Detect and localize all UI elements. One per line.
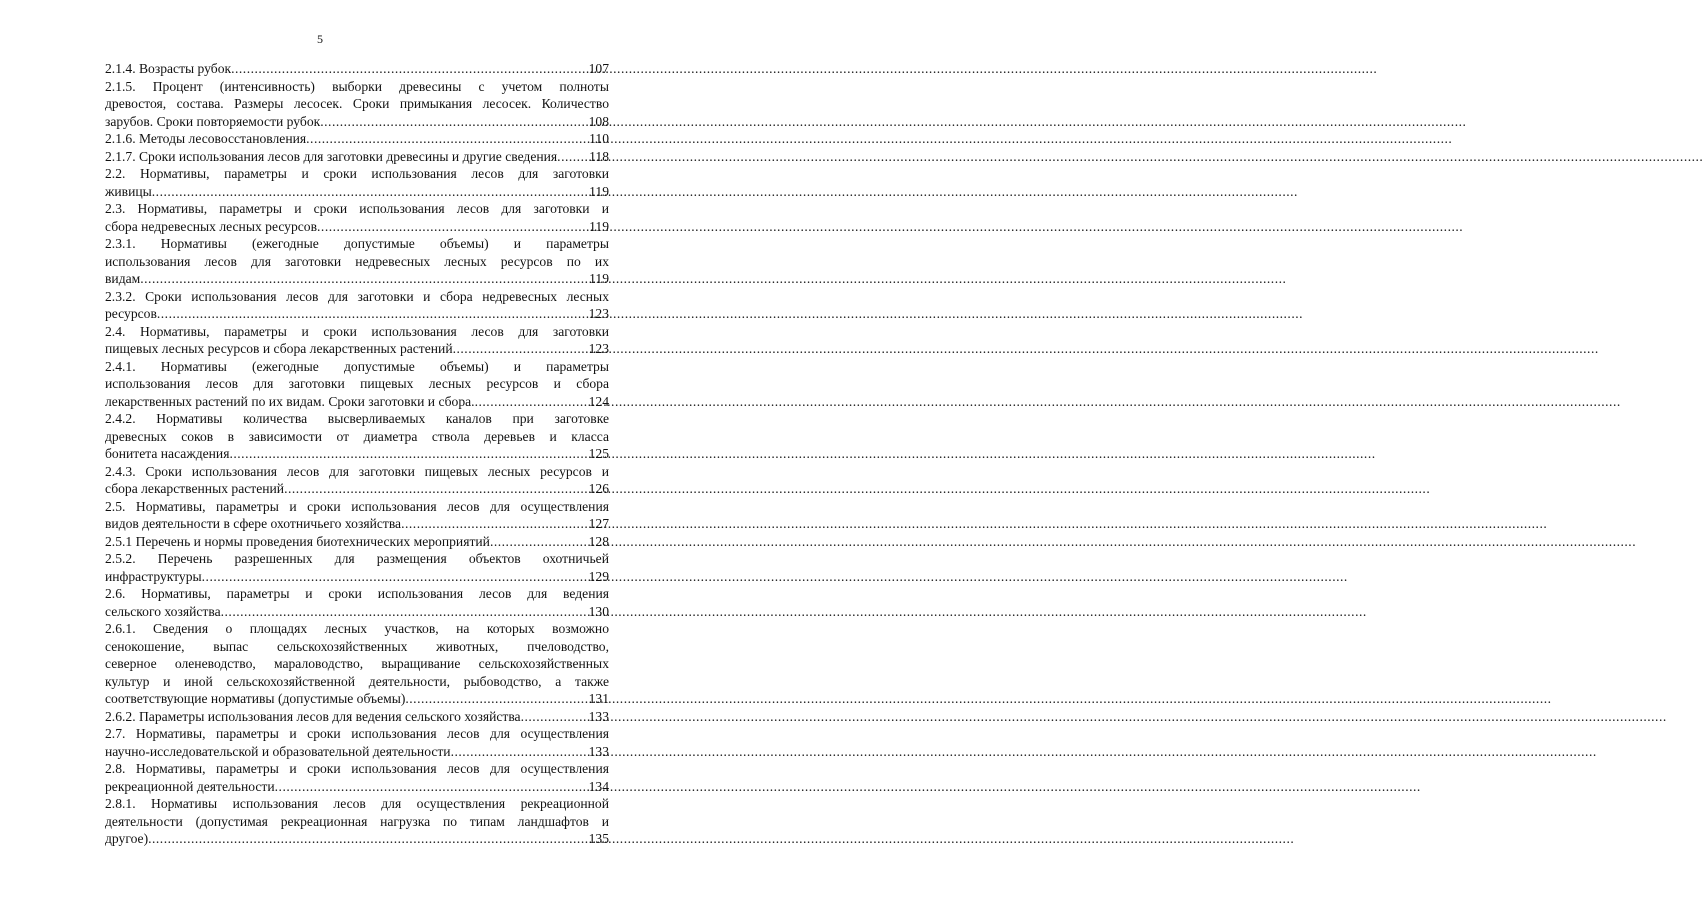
- dot-leader: [490, 533, 588, 551]
- toc-entry-text: 2.3.1. Нормативы (ежегодные допустимые объемы) и параметры: [105, 236, 609, 251]
- dot-leader: [475, 393, 588, 411]
- toc-entry-text: 2.8. Нормативы, параметры и сроки использования лесов для осуществления: [105, 761, 609, 776]
- toc-entry-text: живицы: [105, 183, 152, 199]
- toc-entry[interactable]: [105, 795, 609, 848]
- toc-entry-page: 108: [588, 113, 609, 129]
- toc-entry-text: деятельности (допустимая рекреационная нагрузка по типам ландшафтов и: [105, 813, 609, 829]
- dot-leader: [521, 708, 588, 726]
- dot-leader: [317, 218, 588, 236]
- toc-entry-page: 124: [588, 393, 609, 409]
- toc-entry[interactable]: [105, 760, 609, 795]
- toc-entry[interactable]: [105, 358, 609, 411]
- toc-entry-text: 2.5.1 Перечень и нормы проведения биотехнических мероприятий: [105, 533, 490, 549]
- toc-entry-text: бонитета насаждения: [105, 446, 230, 461]
- toc-entry[interactable]: [105, 60, 609, 78]
- toc-entry-page: 133: [588, 743, 609, 759]
- toc-entry-text: культур и иной сельскохозяйственной деятельности, рыбоводство, а также: [105, 673, 609, 689]
- toc-entry[interactable]: [105, 708, 609, 726]
- toc-entry-text: научно-исследовательской и образовательной деятельности: [105, 743, 451, 759]
- dot-leader: [557, 148, 588, 166]
- toc-entry-text: 2.1.5. Процент (интенсивность) выборки древесины с учетом полноты: [105, 78, 609, 94]
- toc-entry-page: 129: [588, 568, 609, 584]
- toc-entry-page: 119: [589, 183, 609, 199]
- dot-leader: [284, 480, 588, 498]
- toc-entry[interactable]: [105, 323, 609, 358]
- toc-entry[interactable]: [105, 410, 609, 463]
- toc-entry-text: 2.6. Нормативы, параметры и сроки использования лесов для ведения: [105, 586, 609, 601]
- toc-entry-text: 2.6.1. Сведения о площадях лесных участков, на которых возможно: [105, 621, 609, 636]
- dot-leader: [306, 130, 588, 148]
- toc-entry-page: 125: [588, 446, 609, 461]
- dot-leader: [221, 603, 588, 621]
- toc-entry[interactable]: [105, 585, 609, 620]
- toc-entry-text: 2.1.6. Методы лесовосстановления: [105, 131, 307, 146]
- toc-entry-page: 133: [588, 708, 609, 724]
- dot-leader: [401, 515, 588, 533]
- toc-entry-page: 123: [588, 341, 609, 356]
- toc-entry-text: 2.7. Нормативы, параметры и сроки использования лесов для осуществления: [105, 726, 609, 741]
- toc-entry-text: рекреационной деятельности: [105, 778, 275, 794]
- toc-entry[interactable]: [105, 550, 609, 585]
- dot-leader: [157, 305, 588, 323]
- toc-entry-page: 127: [588, 516, 609, 531]
- toc-entry-text: 2.5. Нормативы, параметры и сроки использования лесов для осуществления: [105, 498, 609, 514]
- dot-leader: [231, 60, 588, 78]
- toc-entry-text: 2.4.3. Сроки использования лесов для заготовки пищевых лесных ресурсов и: [105, 463, 609, 479]
- toc-entry-text: другое): [105, 831, 149, 846]
- toc-entry-text: древесных соков в зависимости от диаметра ствола деревьев и класса: [105, 428, 609, 444]
- toc-entry-page: 119: [589, 218, 609, 234]
- toc-entry[interactable]: [105, 235, 609, 288]
- toc-entry[interactable]: [105, 200, 609, 235]
- toc-entry-text: 2.3.2. Сроки использования лесов для заготовки и сбора недревесных лесных: [105, 288, 609, 304]
- toc-entry-page: 118: [589, 148, 609, 164]
- toc-entry-page: 130: [588, 603, 609, 619]
- toc-entry-text: 2.8.1. Нормативы использования лесов для осуществления рекреационной: [105, 796, 609, 811]
- toc-entry-text: соответствующие нормативы (допустимые объемы): [105, 691, 406, 706]
- toc-entry[interactable]: [105, 130, 609, 148]
- toc-entry-text: 2.2. Нормативы, параметры и сроки использования лесов для заготовки: [105, 166, 609, 181]
- toc-entry-text: 2.6.2. Параметры использования лесов для ведения сельского хозяйства: [105, 708, 521, 724]
- toc-entry-text: древостоя, состава. Размеры лесосек. Сроки примыкания лесосек. Количество: [105, 96, 609, 111]
- toc-entry-text: инфраструктуры: [105, 568, 202, 584]
- toc-entry-text: использования лесов для заготовки недревесных лесных ресурсов по их: [105, 253, 609, 269]
- toc-entry-text: видам: [105, 271, 141, 286]
- toc-entry-text: сельского хозяйства: [105, 603, 221, 619]
- dot-leader: [152, 183, 588, 201]
- toc-entry-text: 2.4.1. Нормативы (ежегодные допустимые объемы) и параметры: [105, 358, 609, 374]
- toc-entry-text: 2.1.7. Сроки использования лесов для заготовки древесины и другие сведения: [105, 148, 558, 164]
- toc-entry-text: сбора лекарственных растений: [105, 481, 285, 496]
- toc-entry[interactable]: [105, 148, 609, 166]
- toc-entry-text: северное оленеводство, мараловодство, выращивание сельскохозяйственных: [105, 656, 609, 671]
- toc-entry-page: 119: [589, 271, 609, 286]
- toc-entry-text: лекарственных растений по их видам. Сроки заготовки и сбора.: [105, 393, 475, 409]
- toc-entry-text: сенокошение, выпас сельскохозяйственных животных, пчеловодство,: [105, 638, 609, 654]
- toc-entry-text: 2.3. Нормативы, параметры и сроки использования лесов для заготовки и: [105, 201, 609, 216]
- toc-entry-text: 2.4.2. Нормативы количества высверливаемых каналов при заготовке: [105, 411, 609, 426]
- dot-leader: [229, 445, 587, 463]
- toc-entry[interactable]: [105, 165, 609, 200]
- dot-leader: [148, 830, 588, 848]
- dot-leader: [451, 743, 588, 761]
- toc-entry-page: 123: [588, 306, 609, 321]
- toc-entry[interactable]: [105, 725, 609, 760]
- toc-entry-text: сбора недревесных лесных ресурсов: [105, 218, 318, 234]
- toc-entry-page: 135: [588, 831, 609, 846]
- toc-entry-text: ресурсов: [105, 306, 157, 321]
- toc-entry-page: 126: [588, 481, 609, 496]
- toc-entry-page: 110: [589, 131, 609, 146]
- toc-entry-page: 134: [588, 778, 609, 794]
- toc-entry-page: 131: [588, 691, 609, 706]
- toc-entry-text: использования лесов для заготовки пищевых лесных ресурсов и сбора: [105, 376, 609, 391]
- dot-leader: [202, 568, 588, 586]
- toc-entry[interactable]: [105, 620, 609, 708]
- toc-entry-text: пищевых лесных ресурсов и сбора лекарственных растений: [105, 341, 453, 356]
- page-number: 5: [317, 32, 323, 46]
- toc-entry-text: зарубов. Сроки повторяемости рубок: [105, 113, 321, 129]
- toc-entry-page: 107: [588, 61, 609, 76]
- toc-entry-text: 2.1.4. Возрасты рубок: [105, 61, 232, 76]
- dot-leader: [453, 340, 588, 358]
- dot-leader: [405, 690, 587, 708]
- dot-leader: [140, 270, 588, 288]
- table-of-contents: [105, 60, 609, 848]
- toc-entry[interactable]: [105, 463, 609, 498]
- toc-entry[interactable]: [105, 533, 609, 551]
- dot-leader: [320, 113, 587, 131]
- toc-entry-text: видов деятельности в сфере охотничьего хозяйства: [105, 516, 402, 531]
- toc-entry-text: 2.5.2. Перечень разрешенных для размещения объектов охотничьей: [105, 551, 609, 566]
- toc-entry-page: 128: [588, 533, 609, 549]
- toc-entry[interactable]: [105, 78, 609, 131]
- dot-leader: [275, 778, 588, 796]
- toc-entry[interactable]: [105, 498, 609, 533]
- toc-entry-text: 2.4. Нормативы, параметры и сроки использования лесов для заготовки: [105, 323, 609, 339]
- toc-entry[interactable]: [105, 288, 609, 323]
